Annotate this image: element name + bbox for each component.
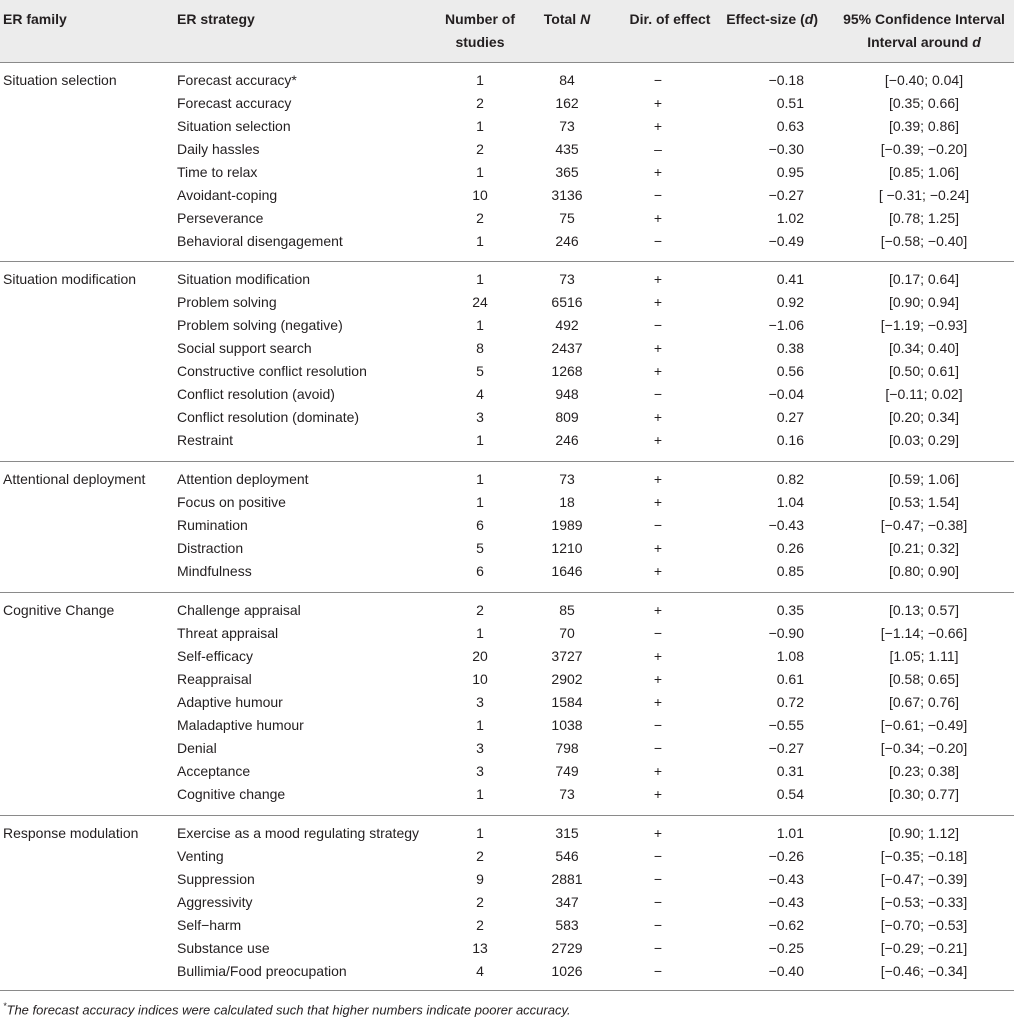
confidence-interval-cell: [0.21; 0.32] (888, 540, 960, 556)
number-of-studies-cell: 8 (476, 340, 484, 356)
strategy-cell: Constructive conflict resolution (177, 363, 367, 379)
number-of-studies-cell: 3 (476, 409, 484, 425)
confidence-interval-cell: [0.50; 0.61] (888, 363, 960, 379)
strategy-cell: Situation selection (177, 118, 291, 134)
confidence-interval-cell: [−0.34; −0.20] (880, 740, 968, 756)
total-n-cell: 583 (555, 917, 579, 933)
strategy-cell: Aggressivity (177, 894, 253, 910)
effect-size-cell: −0.55 (768, 717, 804, 733)
direction-cell: − (653, 963, 663, 979)
effect-size-cell: −0.04 (768, 386, 804, 402)
header-total-n-symbol: N (580, 11, 591, 27)
strategy-cell: Situation modification (177, 271, 311, 287)
effect-size-cell: −0.26 (768, 848, 804, 864)
effect-size-cell: −0.43 (768, 517, 804, 533)
footnote-marker: * (3, 1001, 7, 1011)
number-of-studies-cell: 3 (476, 694, 484, 710)
confidence-interval-cell: [1.05; 1.11] (889, 648, 959, 664)
header-total-n (532, 8, 602, 31)
direction-cell: − (653, 740, 663, 756)
confidence-interval-cell: [0.58; 0.65] (888, 671, 960, 687)
number-of-studies-cell: 6 (476, 563, 484, 579)
total-n-cell: 73 (559, 471, 575, 487)
table-row (0, 138, 1014, 161)
strategy-cell: Forecast accuracy (177, 95, 292, 111)
strategy-cell: Rumination (177, 517, 248, 533)
effect-size-cell: −0.43 (768, 894, 804, 910)
effect-size-cell: 0.54 (776, 786, 804, 802)
strategy-cell: Daily hassles (177, 141, 260, 157)
direction-cell: − (653, 848, 663, 864)
confidence-interval-cell: [0.78; 1.25] (888, 210, 960, 226)
direction-cell: − (653, 187, 663, 203)
header-er-family: ER family (3, 11, 67, 27)
table-row (0, 69, 1014, 92)
direction-cell: + (653, 825, 663, 841)
table-row (0, 737, 1014, 760)
number-of-studies-cell: 24 (472, 294, 488, 310)
direction-cell: + (653, 271, 663, 287)
strategy-cell: Self−harm (177, 917, 242, 933)
strategy-cell: Threat appraisal (177, 625, 279, 641)
effect-size-cell: −0.43 (768, 871, 804, 887)
strategy-cell: Adaptive humour (177, 694, 283, 710)
confidence-interval-cell: [0.39; 0.86] (888, 118, 960, 134)
header-direction: Dir. of effect (629, 11, 711, 27)
table-row (0, 537, 1014, 560)
confidence-interval-cell: [−0.35; −0.18] (880, 848, 968, 864)
number-of-studies-cell: 1 (476, 233, 484, 249)
strategy-cell: Distraction (177, 540, 244, 556)
number-of-studies-cell: 13 (472, 940, 488, 956)
total-n-cell: 1210 (551, 540, 583, 556)
direction-cell: + (653, 563, 663, 579)
table-row (0, 760, 1014, 783)
number-of-studies-cell: 2 (476, 602, 484, 618)
confidence-interval-cell: [0.13; 0.57] (888, 602, 960, 618)
direction-cell: − (653, 894, 663, 910)
direction-cell: − (653, 72, 663, 88)
number-of-studies-cell: 1 (476, 494, 484, 510)
table-row (0, 668, 1014, 691)
number-of-studies-cell: 2 (476, 141, 484, 157)
table-row (0, 822, 1014, 845)
total-n-cell: 948 (555, 386, 579, 402)
total-n-cell: 2881 (551, 871, 583, 887)
effect-size-cell: −0.40 (768, 963, 804, 979)
strategy-cell: Suppression (177, 871, 255, 887)
effect-size-cell: −0.18 (768, 72, 804, 88)
confidence-interval-cell: [0.30; 0.77] (888, 786, 960, 802)
total-n-cell: 73 (559, 271, 575, 287)
header-number-of-studies-line1: Number of (445, 11, 515, 27)
er-family-cell: Cognitive Change (3, 602, 115, 618)
table-row (0, 337, 1014, 360)
direction-cell: + (653, 471, 663, 487)
confidence-interval-cell: [0.23; 0.38] (888, 763, 960, 779)
number-of-studies-cell: 1 (476, 825, 484, 841)
table-row (0, 468, 1014, 491)
header-ci-line2 (836, 31, 1012, 54)
header-number-of-studies (432, 8, 528, 54)
effect-size-cell: 1.08 (776, 648, 804, 664)
total-n-cell: 1038 (551, 717, 583, 733)
effect-size-cell: 0.31 (776, 763, 804, 779)
total-n-cell: 85 (559, 602, 575, 618)
strategy-cell: Maladaptive humour (177, 717, 304, 733)
effect-size-cell: −0.27 (768, 187, 804, 203)
confidence-interval-cell: [−0.61; −0.49] (880, 717, 968, 733)
header-effect-d: d (804, 11, 814, 27)
effect-size-cell: 0.56 (776, 363, 804, 379)
group-divider (0, 261, 1014, 262)
strategy-cell: Cognitive change (177, 786, 286, 802)
direction-cell: − (653, 625, 663, 641)
confidence-interval-cell: [−0.46; −0.34] (880, 963, 968, 979)
strategy-cell: Restraint (177, 432, 234, 448)
effect-size-cell: −0.49 (768, 233, 804, 249)
confidence-interval-cell: [0.85; 1.06] (888, 164, 960, 180)
strategy-cell: Behavioral disengagement (177, 233, 343, 249)
footnote-text: The forecast accuracy indices were calculated such that higher numbers indicate poorer accuracy. (6, 1002, 571, 1018)
effect-size-cell: 0.26 (776, 540, 804, 556)
effect-size-cell: 0.38 (776, 340, 804, 356)
number-of-studies-cell: 20 (472, 648, 488, 664)
header-effect-size (716, 8, 818, 31)
number-of-studies-cell: 1 (476, 625, 484, 641)
total-n-cell: 809 (555, 409, 579, 425)
number-of-studies-cell: 6 (476, 517, 484, 533)
total-n-cell: 246 (555, 432, 579, 448)
strategy-cell: Conflict resolution (avoid) (177, 386, 335, 402)
effect-size-cell: 0.63 (776, 118, 804, 134)
confidence-interval-cell: [0.90; 1.12] (888, 825, 960, 841)
confidence-interval-cell: [0.80; 0.90] (888, 563, 960, 579)
direction-cell: + (653, 340, 663, 356)
number-of-studies-cell: 5 (476, 363, 484, 379)
effect-size-cell: −1.06 (768, 317, 804, 333)
direction-cell: + (653, 164, 663, 180)
header-ci-line1: 95% Confidence Interval (843, 11, 1005, 27)
direction-cell: − (653, 940, 663, 956)
total-n-cell: 18 (559, 494, 575, 510)
confidence-interval-cell: [−0.47; −0.38] (880, 517, 968, 533)
table-row (0, 514, 1014, 537)
table-row (0, 691, 1014, 714)
direction-cell: + (653, 432, 663, 448)
total-n-cell: 2902 (551, 671, 583, 687)
total-n-cell: 2437 (551, 340, 583, 356)
effect-size-cell: 0.72 (776, 694, 804, 710)
number-of-studies-cell: 1 (476, 317, 484, 333)
confidence-interval-cell: [0.53; 1.54] (888, 494, 960, 510)
total-n-cell: 3727 (551, 648, 583, 664)
number-of-studies-cell: 5 (476, 540, 484, 556)
total-n-cell: 73 (559, 786, 575, 802)
direction-cell: − (653, 917, 663, 933)
total-n-cell: 2729 (551, 940, 583, 956)
confidence-interval-cell: [−0.11; 0.02] (885, 386, 963, 402)
total-n-cell: 347 (555, 894, 579, 910)
direction-cell: + (653, 648, 663, 664)
direction-cell: + (653, 694, 663, 710)
number-of-studies-cell: 1 (476, 118, 484, 134)
total-n-cell: 84 (559, 72, 575, 88)
total-n-cell: 70 (559, 625, 575, 641)
effect-size-cell: −0.27 (768, 740, 804, 756)
number-of-studies-cell: 10 (472, 187, 488, 203)
direction-cell: + (653, 118, 663, 134)
confidence-interval-cell: [−0.47; −0.39] (880, 871, 968, 887)
table-row (0, 937, 1014, 960)
header-ci-d: d (972, 34, 981, 50)
table-row (0, 406, 1014, 429)
strategy-cell: Mindfulness (177, 563, 252, 579)
effect-size-cell: 0.92 (776, 294, 804, 310)
table-row (0, 960, 1014, 983)
total-n-cell: 798 (555, 740, 579, 756)
confidence-interval-cell: [0.17; 0.64] (888, 271, 960, 287)
direction-cell: − (653, 517, 663, 533)
strategy-cell: Forecast accuracy* (177, 72, 297, 88)
total-n-cell: 435 (555, 141, 579, 157)
strategy-cell: Exercise as a mood regulating strategy (177, 825, 420, 841)
direction-cell: + (653, 363, 663, 379)
direction-cell: + (653, 494, 663, 510)
table-row (0, 161, 1014, 184)
total-n-cell: 315 (555, 825, 579, 841)
number-of-studies-cell: 10 (472, 671, 488, 687)
table-row (0, 845, 1014, 868)
er-family-cell: Situation selection (3, 72, 117, 88)
direction-cell: − (653, 317, 663, 333)
header-er-strategy: ER strategy (177, 11, 255, 27)
direction-cell: + (653, 95, 663, 111)
effect-size-cell: 0.35 (776, 602, 804, 618)
direction-cell: + (653, 409, 663, 425)
direction-cell: − (653, 386, 663, 402)
table-row (0, 714, 1014, 737)
number-of-studies-cell: 3 (476, 763, 484, 779)
total-n-cell: 3136 (551, 187, 583, 203)
table-row (0, 491, 1014, 514)
table-row (0, 314, 1014, 337)
header-effect-close: ) (813, 11, 818, 27)
table-row (0, 429, 1014, 452)
confidence-interval-cell: [−0.70; −0.53] (880, 917, 968, 933)
strategy-cell: Reappraisal (177, 671, 252, 687)
table-row (0, 783, 1014, 806)
strategy-cell: Time to relax (177, 164, 258, 180)
header-confidence-interval (836, 8, 1012, 54)
direction-cell: + (653, 602, 663, 618)
table-row (0, 268, 1014, 291)
total-n-cell: 1989 (551, 517, 583, 533)
table-bottom-rule (0, 990, 1014, 991)
table-row (0, 92, 1014, 115)
header-divider (0, 62, 1014, 63)
confidence-interval-cell: [−0.58; −0.40] (880, 233, 968, 249)
group-divider (0, 461, 1014, 462)
er-family-cell: Response modulation (3, 825, 139, 841)
number-of-studies-cell: 2 (476, 917, 484, 933)
strategy-cell: Problem solving (negative) (177, 317, 343, 333)
strategy-cell: Self-efficacy (177, 648, 253, 664)
strategy-cell: Focus on positive (177, 494, 286, 510)
table-row (0, 360, 1014, 383)
strategy-cell: Social support search (177, 340, 312, 356)
confidence-interval-cell: [ −0.31; −0.24] (878, 187, 970, 203)
direction-cell: + (653, 786, 663, 802)
number-of-studies-cell: 1 (476, 786, 484, 802)
number-of-studies-cell: 1 (476, 432, 484, 448)
number-of-studies-cell: 1 (476, 471, 484, 487)
effect-size-cell: 0.82 (776, 471, 804, 487)
confidence-interval-cell: [−1.14; −0.66] (880, 625, 968, 641)
group-divider (0, 592, 1014, 593)
effect-size-cell: 0.61 (776, 671, 804, 687)
direction-cell: – (654, 141, 662, 157)
number-of-studies-cell: 1 (476, 72, 484, 88)
table-row (0, 868, 1014, 891)
effect-size-cell: −0.30 (768, 141, 804, 157)
confidence-interval-cell: [0.35; 0.66] (888, 95, 960, 111)
number-of-studies-cell: 2 (476, 210, 484, 226)
confidence-interval-cell: [−0.40; 0.04] (884, 72, 964, 88)
total-n-cell: 6516 (551, 294, 583, 310)
number-of-studies-cell: 2 (476, 848, 484, 864)
total-n-cell: 1584 (551, 694, 583, 710)
header-total-label: Total (543, 11, 581, 27)
confidence-interval-cell: [0.59; 1.06] (888, 471, 960, 487)
strategy-cell: Venting (177, 848, 224, 864)
total-n-cell: 73 (559, 118, 575, 134)
header-number-of-studies-line2: studies (455, 34, 505, 50)
confidence-interval-cell: [−0.53; −0.33] (880, 894, 968, 910)
table-row (0, 291, 1014, 314)
direction-cell: − (653, 871, 663, 887)
table-row (0, 383, 1014, 406)
total-n-cell: 1026 (551, 963, 583, 979)
strategy-cell: Denial (177, 740, 217, 756)
number-of-studies-cell: 9 (476, 871, 484, 887)
total-n-cell: 749 (555, 763, 579, 779)
direction-cell: + (653, 210, 663, 226)
total-n-cell: 492 (555, 317, 579, 333)
effect-size-cell: 0.16 (776, 432, 804, 448)
direction-cell: − (653, 233, 663, 249)
total-n-cell: 1646 (551, 563, 583, 579)
effect-size-cell: 1.02 (776, 210, 804, 226)
effect-size-cell: 0.95 (776, 164, 804, 180)
table-row (0, 560, 1014, 583)
effect-size-cell: −0.90 (768, 625, 804, 641)
confidence-interval-cell: [−1.19; −0.93] (880, 317, 968, 333)
table-row (0, 207, 1014, 230)
strategy-cell: Perseverance (177, 210, 264, 226)
strategy-cell: Avoidant-coping (177, 187, 278, 203)
number-of-studies-cell: 1 (476, 717, 484, 733)
total-n-cell: 546 (555, 848, 579, 864)
effect-size-cell: 1.04 (776, 494, 804, 510)
direction-cell: + (653, 540, 663, 556)
strategy-cell: Bullimia/Food preocupation (177, 963, 347, 979)
table-row (0, 230, 1014, 253)
table-row (0, 622, 1014, 645)
table-row (0, 891, 1014, 914)
effect-size-cell: 0.51 (776, 95, 804, 111)
header-effect-label: Effect-size ( (726, 11, 805, 27)
effect-size-cell: 0.41 (776, 271, 804, 287)
confidence-interval-cell: [0.34; 0.40] (888, 340, 960, 356)
total-n-cell: 1268 (551, 363, 583, 379)
direction-cell: + (653, 294, 663, 310)
confidence-interval-cell: [0.67; 0.76] (888, 694, 960, 710)
effect-size-cell: 0.85 (776, 563, 804, 579)
effect-size-cell: −0.62 (768, 917, 804, 933)
strategy-cell: Acceptance (177, 763, 251, 779)
number-of-studies-cell: 1 (476, 271, 484, 287)
strategy-cell: Problem solving (177, 294, 277, 310)
direction-cell: − (653, 717, 663, 733)
table-row (0, 645, 1014, 668)
number-of-studies-cell: 1 (476, 164, 484, 180)
table-row (0, 914, 1014, 937)
total-n-cell: 162 (555, 95, 579, 111)
table-row (0, 599, 1014, 622)
direction-cell: + (653, 671, 663, 687)
effect-size-cell: 1.01 (776, 825, 804, 841)
total-n-cell: 365 (555, 164, 579, 180)
er-family-cell: Attentional deployment (3, 471, 146, 487)
header-ci-label: Interval around (867, 34, 973, 50)
group-divider (0, 815, 1014, 816)
strategy-cell: Attention deployment (177, 471, 309, 487)
confidence-interval-cell: [0.03; 0.29] (888, 432, 960, 448)
strategy-cell: Challenge appraisal (177, 602, 301, 618)
strategy-cell: Conflict resolution (dominate) (177, 409, 360, 425)
number-of-studies-cell: 2 (476, 894, 484, 910)
effect-size-cell: 0.27 (776, 409, 804, 425)
footnote (3, 998, 571, 1018)
strategy-cell: Substance use (177, 940, 270, 956)
number-of-studies-cell: 4 (476, 963, 484, 979)
table-row (0, 184, 1014, 207)
table-row (0, 115, 1014, 138)
confidence-interval-cell: [−0.39; −0.20] (880, 141, 968, 157)
confidence-interval-cell: [−0.29; −0.21] (880, 940, 968, 956)
table-header (0, 0, 1014, 62)
confidence-interval-cell: [0.90; 0.94] (888, 294, 960, 310)
number-of-studies-cell: 2 (476, 95, 484, 111)
number-of-studies-cell: 3 (476, 740, 484, 756)
er-family-cell: Situation modification (3, 271, 137, 287)
total-n-cell: 75 (559, 210, 575, 226)
direction-cell: + (653, 763, 663, 779)
number-of-studies-cell: 4 (476, 386, 484, 402)
confidence-interval-cell: [0.20; 0.34] (888, 409, 960, 425)
effect-size-cell: −0.25 (768, 940, 804, 956)
total-n-cell: 246 (555, 233, 579, 249)
